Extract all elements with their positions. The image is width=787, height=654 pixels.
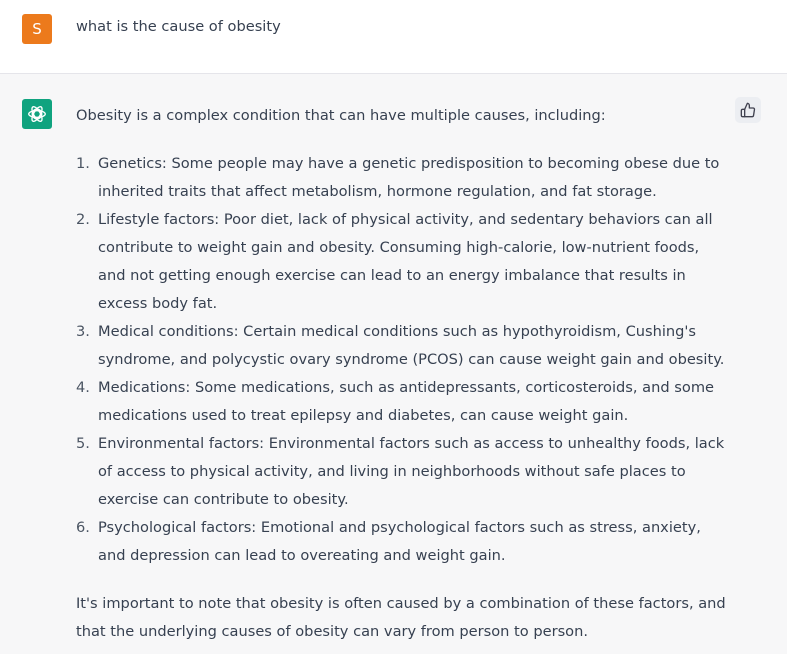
user-avatar: S (22, 14, 52, 44)
user-message-text: what is the cause of obesity (76, 18, 281, 35)
list-item (76, 318, 726, 374)
list-item (76, 374, 726, 430)
list-item-number: 3. (76, 323, 90, 340)
thumbs-up-button[interactable] (735, 97, 761, 123)
intro-paragraph: Obesity is a complex condition that can have multiple causes, including: (76, 107, 606, 124)
list-item-text: Genetics: Some people may have a genetic predisposition to becoming obese due to inherited traits that affect metabolism, hormone regulation, and fat storage. (98, 155, 720, 200)
causes-list (76, 150, 726, 570)
list-item (76, 206, 726, 318)
list-item-number: 1. (76, 155, 90, 172)
list-item-number: 5. (76, 435, 90, 452)
thumbs-up-icon (740, 102, 756, 118)
list-item-text: Lifestyle factors: Poor diet, lack of physical activity, and sedentary behaviors can all contribute to weight gain and obesity. Consuming high-calorie, low-nutrient foods, and not getting enough exercise can lead to an energy imbalance that results in excess body fat. (98, 211, 713, 312)
user-message-row (0, 0, 787, 74)
list-item-text: Medical conditions: Certain medical conditions such as hypothyroidism, Cushing's syndrome, and polycystic ovary syndrome (PCOS) can cause weight gain and obesity. (98, 323, 725, 368)
list-item-text: Environmental factors: Environmental factors such as access to unhealthy foods, lack of access to physical activity, and living in neighborhoods without safe places to exercise can contribute to obesity. (98, 435, 725, 508)
list-item (76, 150, 726, 206)
assistant-message-content (76, 102, 726, 646)
list-item (76, 514, 726, 570)
assistant-message-row (0, 74, 787, 654)
openai-logo-icon (22, 99, 52, 129)
conclusion-paragraph: It's important to note that obesity is often caused by a combination of these factors, and that the underlying causes of obesity can vary from person to person. (76, 595, 726, 640)
list-item (76, 430, 726, 514)
list-item-number: 4. (76, 379, 90, 396)
list-item-text: Medications: Some medications, such as antidepressants, corticosteroids, and some medications used to treat epilepsy and diabetes, can cause weight gain. (98, 379, 715, 424)
list-item-text: Psychological factors: Emotional and psychological factors such as stress, anxiety, and depression can lead to overeating and weight gain. (98, 519, 701, 564)
list-item-number: 2. (76, 211, 90, 228)
list-item-number: 6. (76, 519, 90, 536)
